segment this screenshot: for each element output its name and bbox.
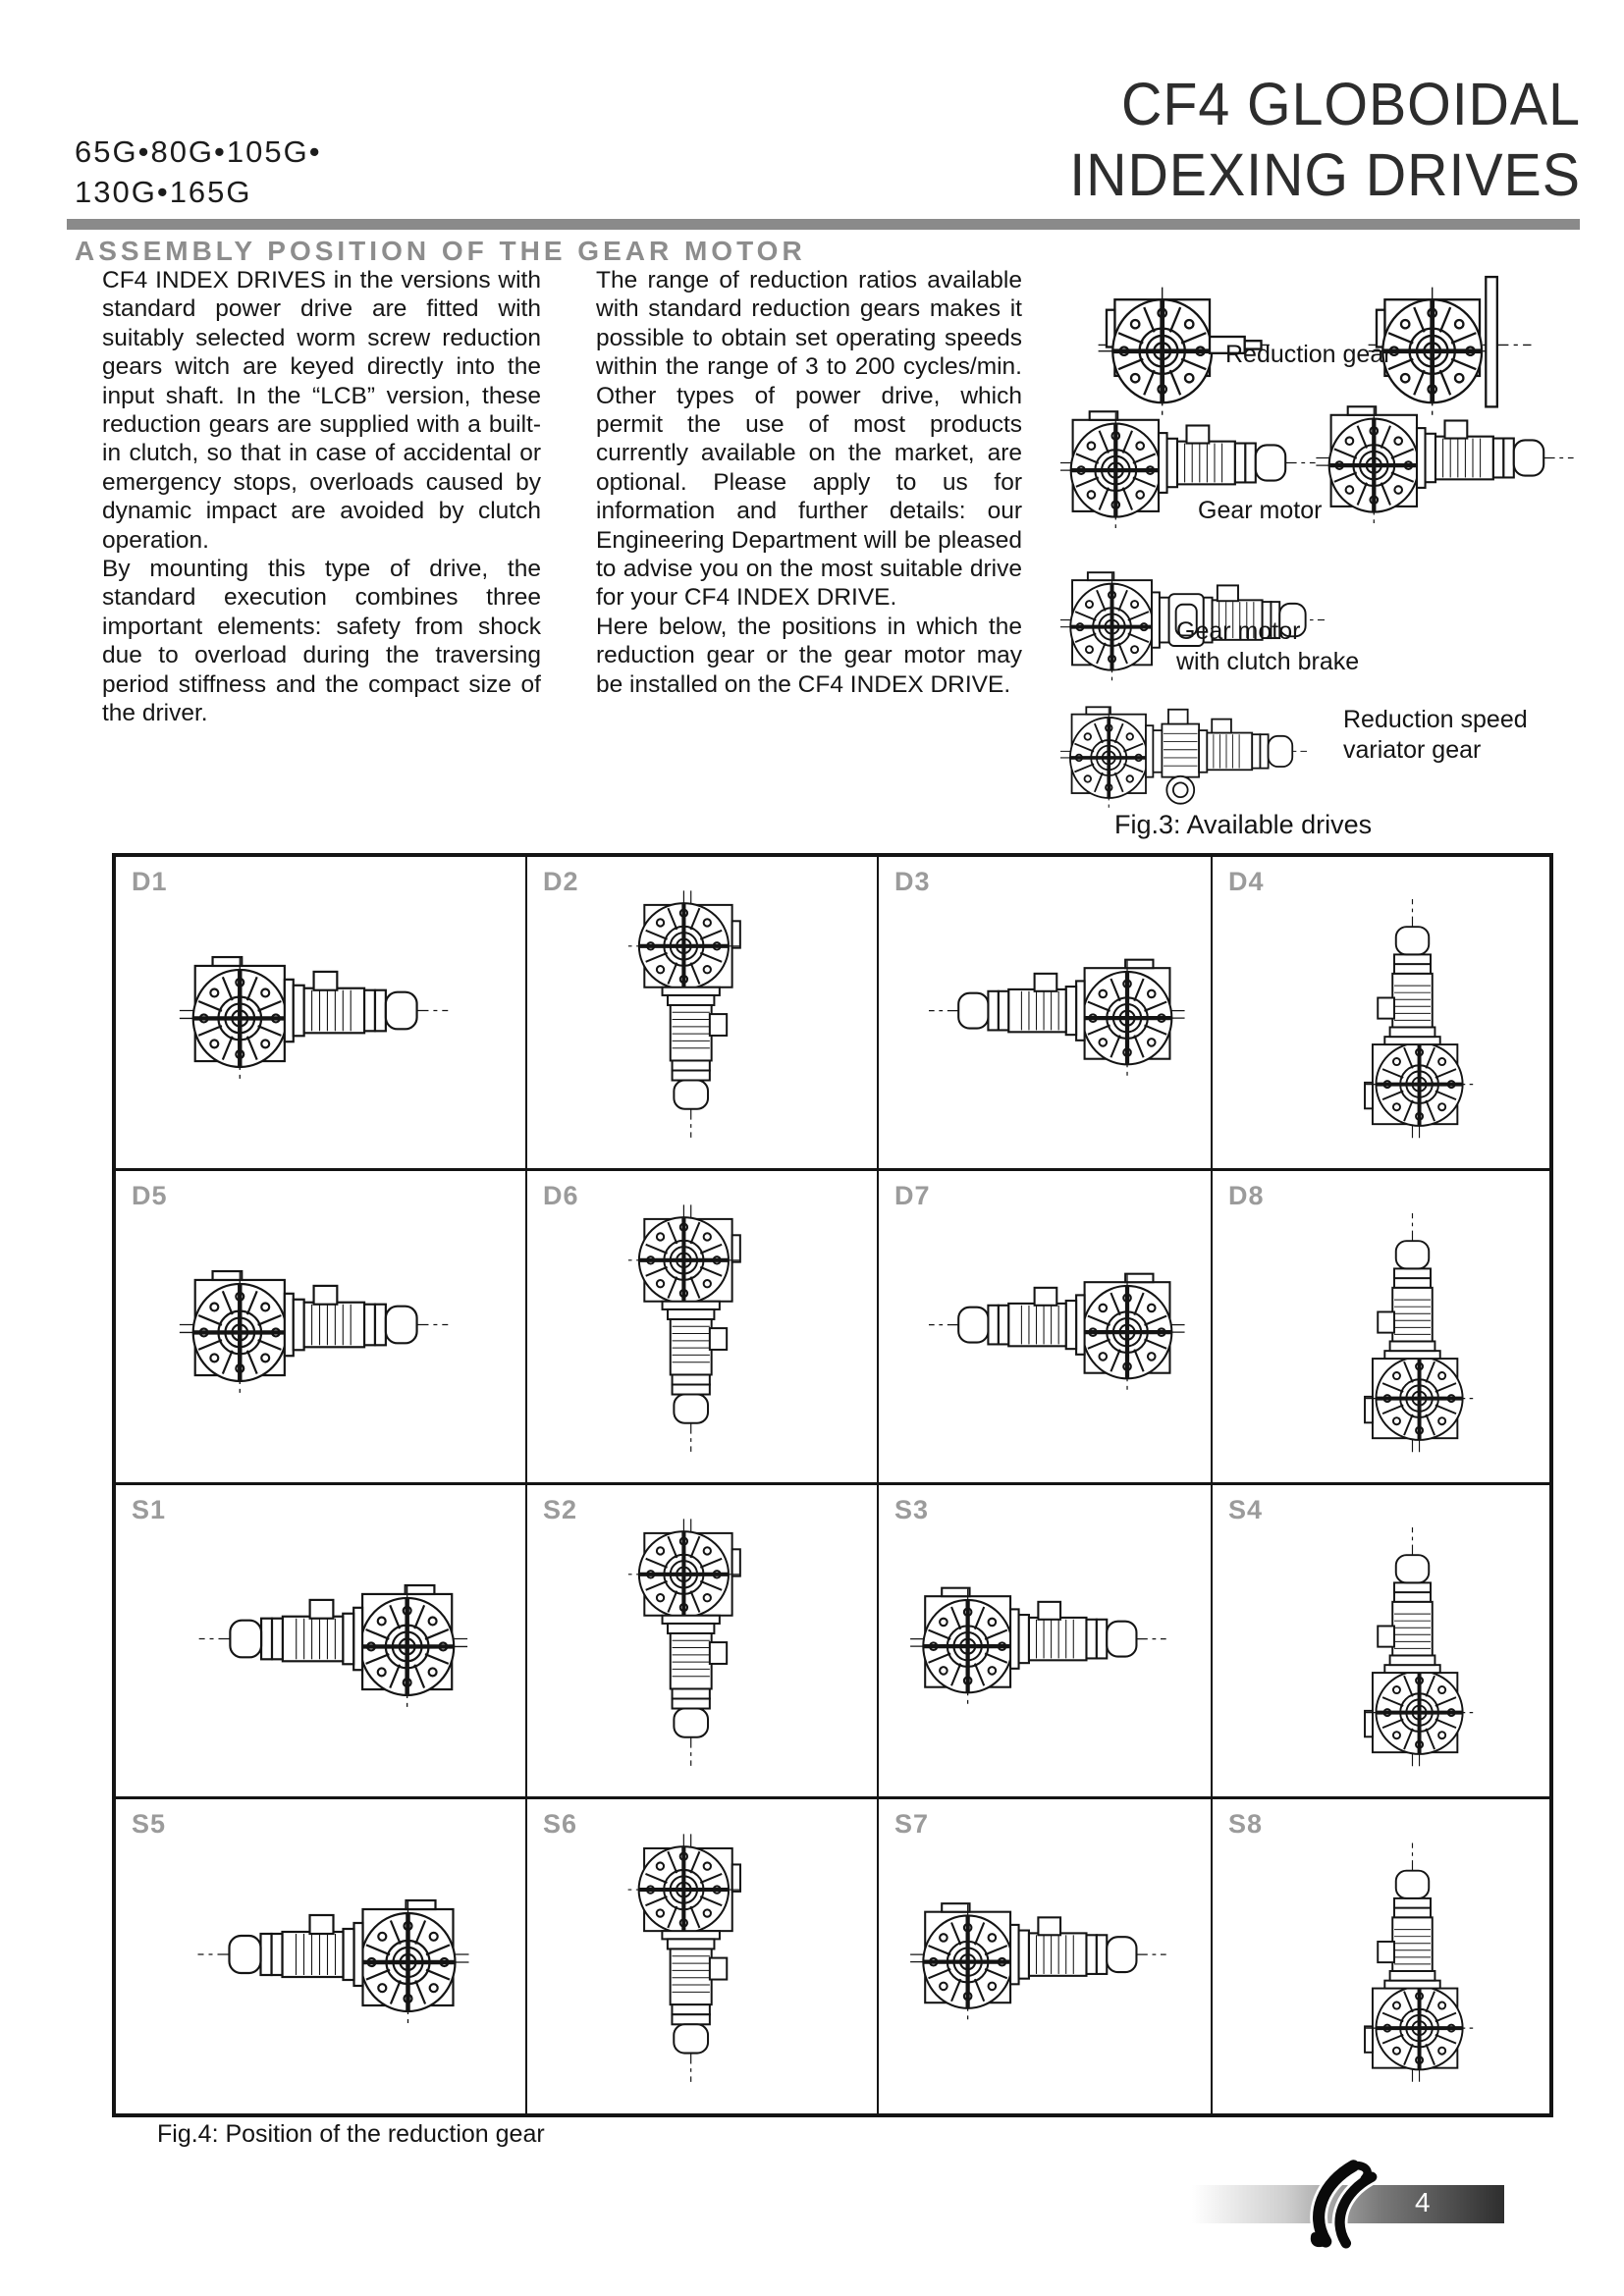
gear-motor-label: Gear motor [1198, 497, 1323, 524]
cell-label: D8 [1228, 1181, 1265, 1210]
cell-label: S2 [543, 1495, 578, 1524]
clutch-brake-label [1176, 616, 1359, 677]
cell-label: D2 [543, 867, 579, 896]
cell-label: D5 [132, 1181, 168, 1210]
page-number: 4 [1415, 2187, 1431, 2217]
grid-cell-S2 [527, 1485, 879, 1799]
gear-motor-drawing-S2 [527, 1485, 877, 1796]
grid-cell-D6 [527, 1171, 879, 1485]
figure3-available-drives [1060, 177, 1624, 856]
reduction-gear-label: Reduction gear [1225, 341, 1392, 368]
gear-motor-drawing-D3 [879, 857, 1211, 1168]
grid-cell-S1 [116, 1485, 527, 1799]
page-title-line1: CF4 GLOBOIDAL [1121, 71, 1581, 137]
gear-motor-drawing-D8 [1213, 1171, 1549, 1482]
swoosh-logo-icon [1298, 2154, 1390, 2252]
text-column-2 [596, 266, 1022, 699]
grid-cell-D3 [879, 857, 1213, 1171]
grid-cell-S5 [116, 1799, 527, 2113]
clutch-brake-label-line1: Gear motor [1176, 617, 1301, 645]
col1-paragraph-1: CF4 INDEX DRIVES in the versions with standard power drive are fitted with suitably selected worm screw reduction gears witch are keyed directly into the input shaft. In the “LCB” version, these reduction gears are supplied with a built-in clutch, so that in case of accidental or emergency stops, overloads caused by dynamic impact are avoided by clutch operation. [102, 267, 541, 554]
model-series-line1: 65G•80G•105G• [75, 134, 322, 169]
gear-motor-drawing-S5 [116, 1799, 525, 2113]
grid-cell-S6 [527, 1799, 879, 2113]
gear-motor-drawing-D4 [1213, 857, 1549, 1168]
grid-cell-D1 [116, 857, 527, 1171]
text-column-1 [102, 266, 541, 728]
cell-label: D3 [894, 867, 931, 896]
figure3-caption: Fig.3: Available drives [1114, 810, 1373, 839]
model-series [75, 132, 322, 212]
cell-label: S5 [132, 1809, 167, 1839]
page-title-line2: INDEXING DRIVES [1069, 141, 1581, 208]
gear-motor-drawing-D6 [527, 1171, 877, 1482]
gear-motor-drawing-D1 [116, 857, 525, 1168]
gear-motor-drawing-S6 [527, 1799, 877, 2113]
variator-label-line2: variator gear [1343, 736, 1482, 764]
cell-label: S3 [894, 1495, 930, 1524]
clutch-brake-label-line2: with clutch brake [1176, 648, 1360, 675]
model-series-line2: 130G•165G [75, 175, 252, 209]
grid-cell-S4 [1213, 1485, 1549, 1799]
gear-motor-drawing-D5 [116, 1171, 525, 1482]
fig4-grid [112, 853, 1553, 2117]
cell-label: S4 [1228, 1495, 1264, 1524]
grid-cell-D5 [116, 1171, 527, 1485]
grid-cell-D8 [1213, 1171, 1549, 1485]
col2-paragraph-2: Here below, the positions in which the reduction gear or the gear motor may be installed on the CF4 INDEX DRIVE. [596, 613, 1022, 698]
cell-label: S1 [132, 1495, 167, 1524]
grid-cell-D2 [527, 857, 879, 1171]
gear-motor-drawing-D7 [879, 1171, 1211, 1482]
figure3-drawings [1060, 177, 1624, 856]
grid-cell-S8 [1213, 1799, 1549, 2113]
cell-label: S7 [894, 1809, 930, 1839]
cell-label: S6 [543, 1809, 578, 1839]
grid-cell-S3 [879, 1485, 1213, 1799]
gear-motor-drawing-S4 [1213, 1485, 1549, 1796]
grid-cell-D7 [879, 1171, 1213, 1485]
gear-motor-drawing-S3 [879, 1485, 1211, 1796]
section-heading: ASSEMBLY POSITION OF THE GEAR MOTOR [75, 236, 806, 266]
cell-label: D1 [132, 867, 168, 896]
grid-cell-D4 [1213, 857, 1549, 1171]
gear-motor-drawing-D2 [527, 857, 877, 1168]
gear-motor-drawing-S8 [1213, 1799, 1549, 2113]
variator-label [1343, 705, 1528, 766]
col2-paragraph-1: The range of reduction ratios available with standard reduction gears makes it possible to obtain set operating speeds within the range of 3 to 200 cycles/min. Other types of power drive, which permit the use of most products currently available on the market, are optional. Please apply to us for information and further details: our Engineering Department will be pleased to advise you on the most suitable drive for your CF4 INDEX DRIVE. [596, 267, 1022, 612]
cell-label: D4 [1228, 867, 1265, 896]
variator-label-line1: Reduction speed [1343, 706, 1528, 733]
gear-motor-drawing-S1 [116, 1485, 525, 1796]
cell-label: D7 [894, 1181, 931, 1210]
grid-cell-S7 [879, 1799, 1213, 2113]
cell-label: D6 [543, 1181, 579, 1210]
cell-label: S8 [1228, 1809, 1264, 1839]
gear-motor-drawing-S7 [879, 1799, 1211, 2113]
figure4-caption: Fig.4: Position of the reduction gear [157, 2120, 545, 2148]
col1-paragraph-2: By mounting this type of drive, the standard execution combines three important elements: safety from shock due to overload during the traversing period stiffness and the compact size of the driver. [102, 556, 541, 727]
